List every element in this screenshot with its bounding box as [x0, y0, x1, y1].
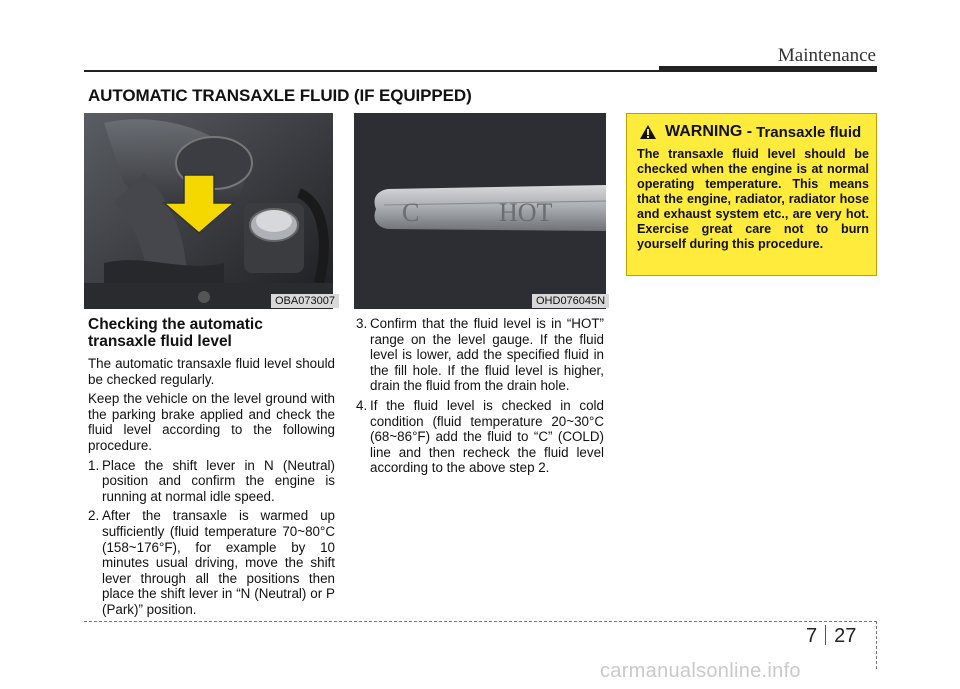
left-column [88, 316, 335, 622]
step-number: 2. [88, 508, 100, 524]
paragraph: The automatic transaxle fluid level should be checked regularly. [88, 356, 335, 387]
step-number: 4. [356, 397, 368, 413]
warning-box [626, 113, 877, 276]
gauge-mark-cold: C [402, 198, 420, 227]
list-item [356, 316, 604, 394]
warning-icon [639, 124, 657, 140]
list-item [88, 508, 335, 617]
middle-column [356, 316, 604, 480]
subheading: Checking the automatic transaxle fluid level [88, 316, 263, 350]
warning-topic: Transaxle fluid [756, 123, 862, 141]
page-number-value: 27 [834, 625, 857, 647]
warning-text: The transaxle fluid level should be checked when the engine is at normal operating temperature. This means that the engine, radiator, radiator hose and exhaust system etc., are very hot. Exercise great care not to burn yourself during this procedure. [637, 147, 869, 251]
figure-label: OHD076045N [532, 294, 609, 308]
gauge-mark-hot: HOT [499, 198, 553, 227]
footer-divider-vertical [876, 621, 877, 669]
list-item [88, 458, 335, 505]
step-text: Place the shift lever in N (Neutral) position and confirm the engine is running at normal idle speed. [102, 457, 335, 504]
page-number [806, 625, 856, 648]
step-text: After the transaxle is warmed up sufficiently (fluid temperature 70~80°C (158~176°F), for example by 10 minutes usual driving, move the shift lever through all the positions then place the shift lever in “N (Neutral) or P (Park)” position. [102, 508, 335, 617]
dipstick-photo [354, 113, 606, 309]
footer-divider [84, 621, 877, 622]
step-number: 3. [356, 316, 368, 331]
engine-illustration [84, 113, 333, 309]
list-item [356, 398, 604, 476]
warning-label: WARNING - [665, 123, 753, 140]
page-heading: AUTOMATIC TRANSAXLE FLUID (IF EQUIPPED) [88, 86, 472, 105]
page-number-separator [825, 625, 826, 645]
warning-title [639, 123, 861, 141]
watermark: carmanualsonline.info [600, 660, 801, 682]
chapter-number: 7 [806, 625, 818, 647]
step-number: 1. [88, 457, 100, 473]
step-text: Confirm that the fluid level is in “HOT” range on the level gauge. If the fluid level is lower, add the specified fluid in the fill hole. If the fluid level is higher, drain the fluid from the drain hole. [370, 316, 604, 394]
header-rule [84, 70, 659, 72]
header-rule-accent [659, 66, 877, 72]
step-text: If the fluid level is checked in cold condition (fluid temperature 20~30°C (68~86°F) add the fluid to “C” (COLD) line and then recheck the fluid level according to the above step 2. [370, 397, 604, 476]
figure-label: OBA073007 [271, 294, 339, 308]
engine-photo [84, 113, 333, 309]
section-title: Maintenance [777, 45, 876, 66]
paragraph: Keep the vehicle on the level ground with the parking brake applied and check the fluid level according to the following procedure. [88, 391, 335, 453]
dipstick-illustration [354, 113, 606, 309]
